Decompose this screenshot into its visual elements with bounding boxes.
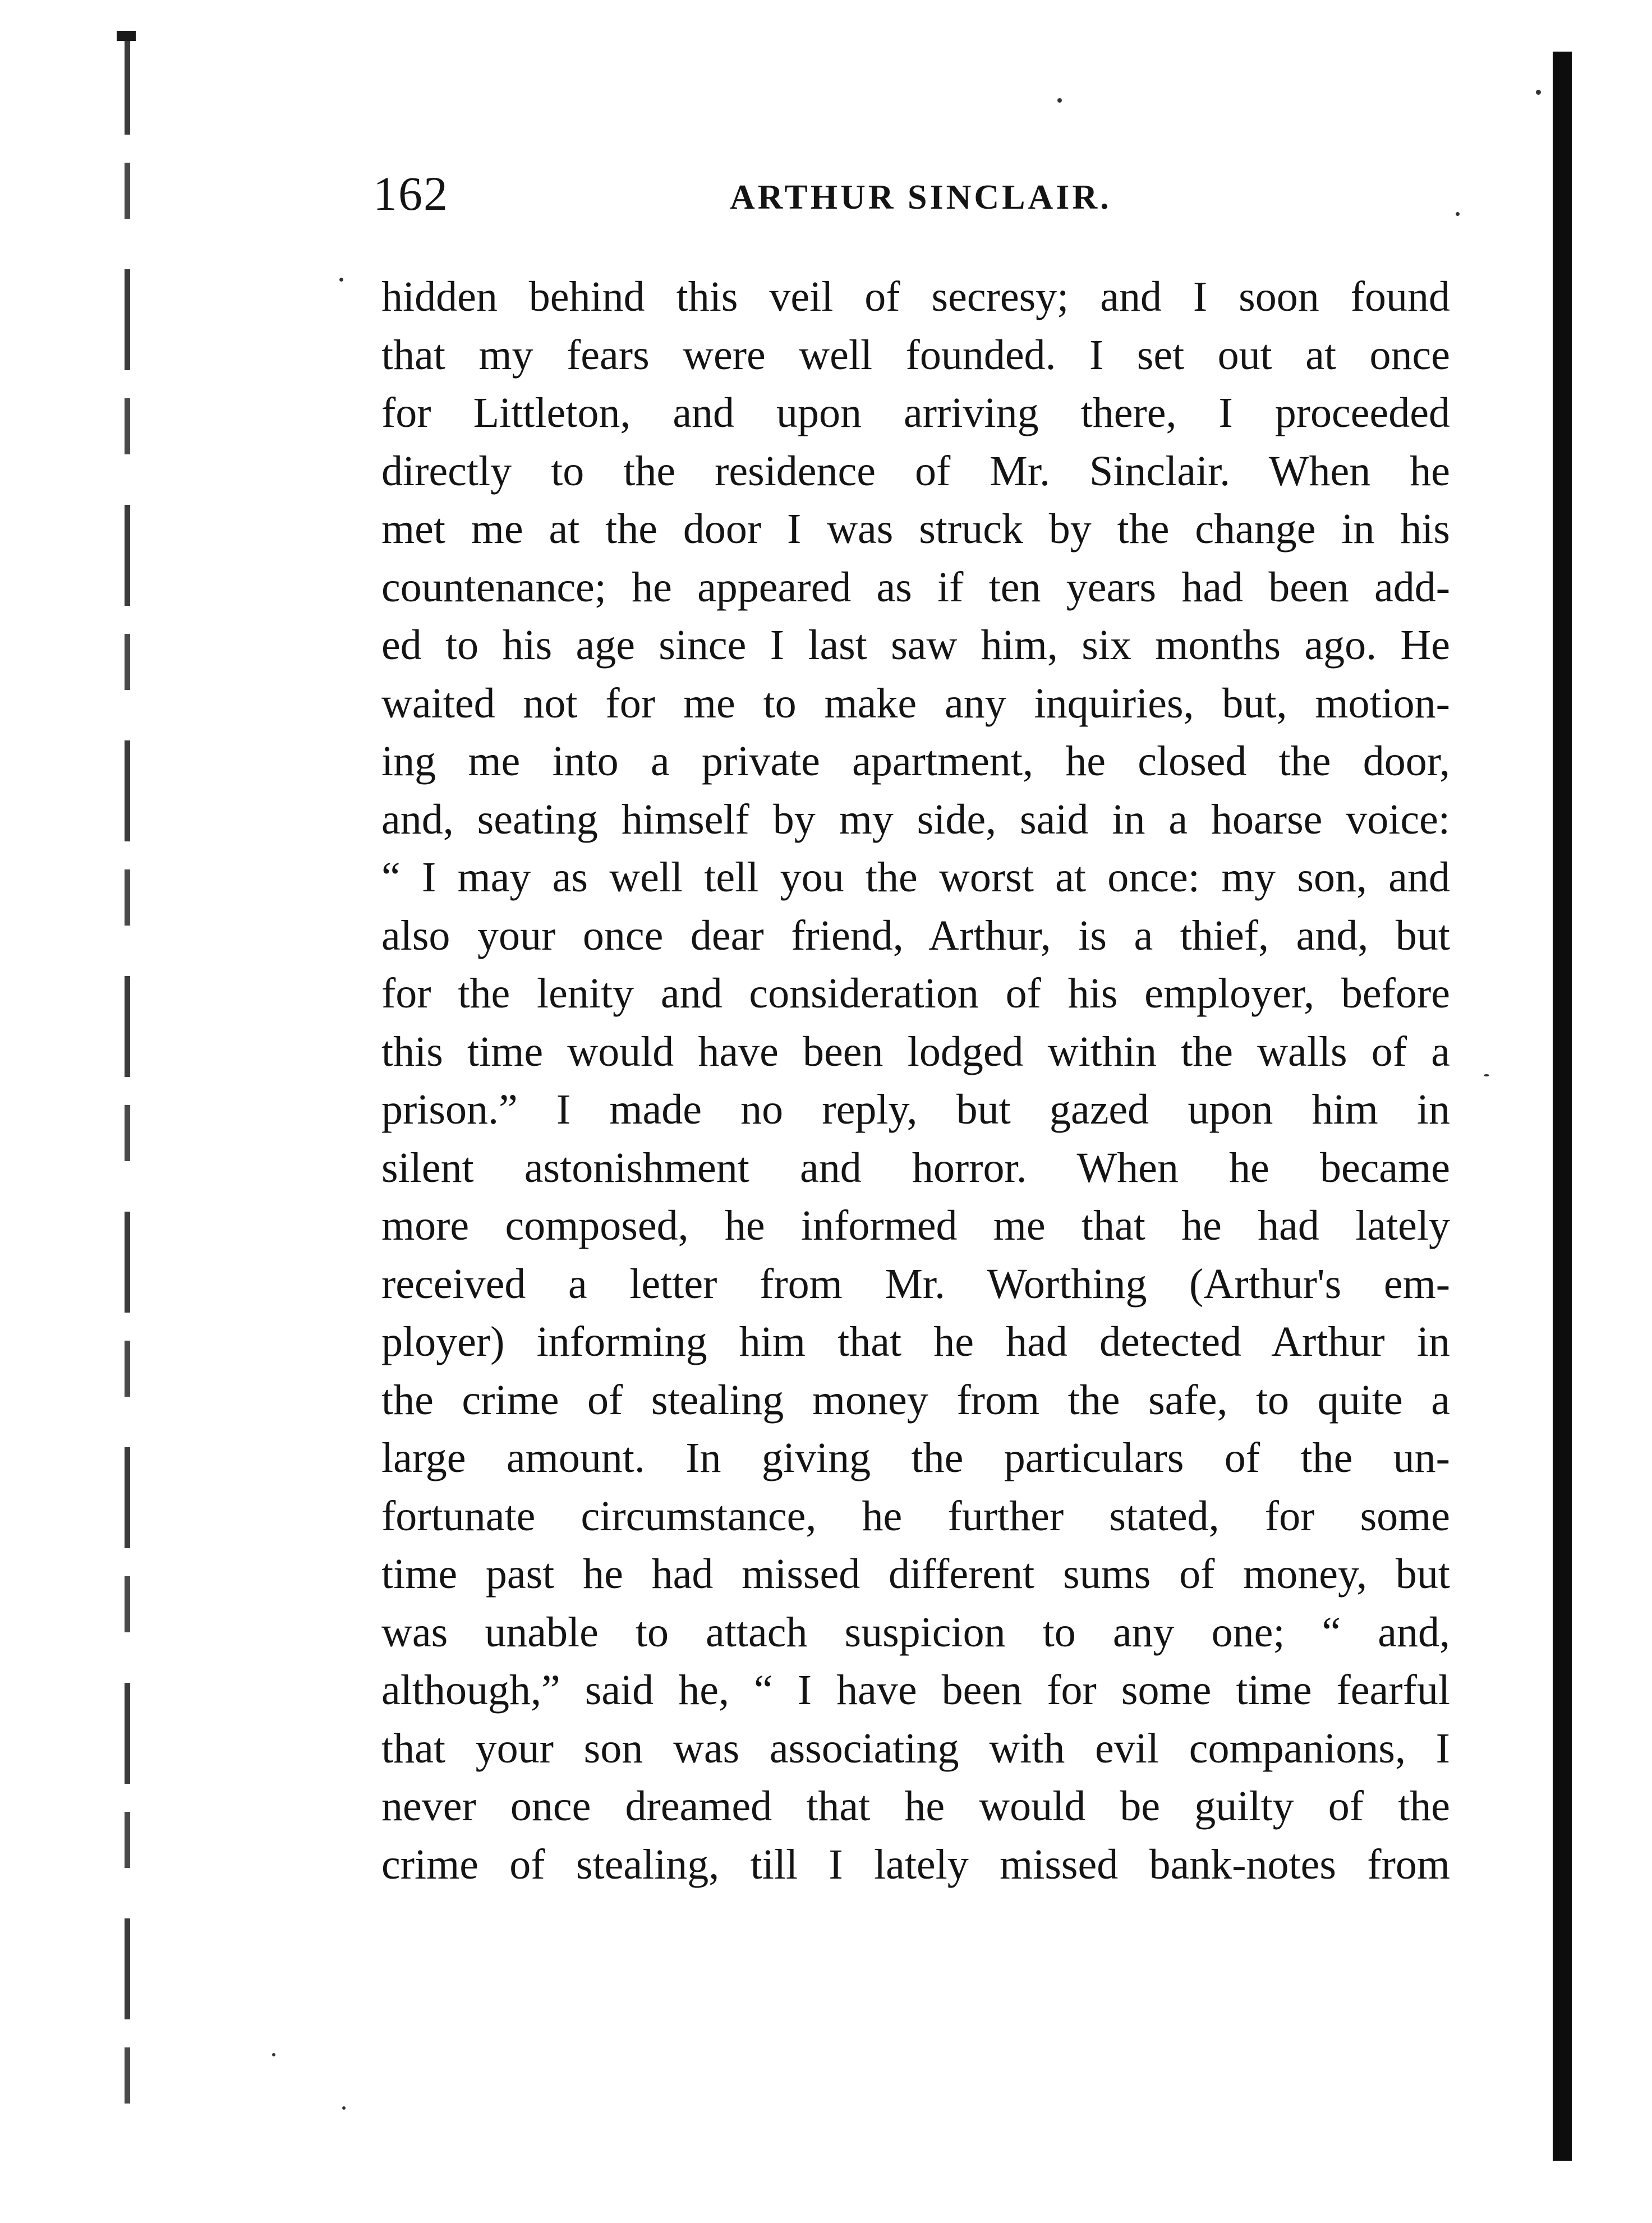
text-line: although,” said he, “ I have been for some time fearful <box>381 1667 1450 1714</box>
text-line: for Littleton, and upon arriving there, I proceeded <box>381 389 1450 436</box>
text-line: the crime of stealing money from the safe, to quite a <box>381 1376 1450 1424</box>
text-line: waited not for me to make any inquiries, but, motion- <box>381 679 1450 727</box>
text-line: also your once dear friend, Arthur, is a thief, and, but <box>381 912 1450 959</box>
page-header <box>373 163 1450 224</box>
text-line: crime of stealing, till I lately missed bank-notes from <box>381 1840 1450 1888</box>
text-line: for the lenity and consideration of his employer, before <box>381 970 1450 1017</box>
scan-speck <box>339 278 343 282</box>
text-line: ployer) informing him that he had detected Arthur in <box>381 1318 1450 1365</box>
text-line: fortunate circumstance, he further stated, for some <box>381 1492 1450 1540</box>
text-line: was unable to attach suspicion to any one; “ and, <box>381 1608 1450 1656</box>
scan-speck <box>342 2106 346 2110</box>
text-line: ed to his age since I last saw him, six months ago. He <box>381 622 1450 669</box>
scan-speck <box>272 2053 275 2056</box>
right-border-rule <box>1553 52 1572 2161</box>
text-line: hidden behind this veil of secresy; and I soon found <box>381 273 1450 320</box>
body-text <box>381 268 1450 1894</box>
text-line: time past he had missed different sums of money, but <box>381 1550 1450 1598</box>
scan-speck <box>1484 1074 1489 1076</box>
text-line: and, seating himself by my side, said in a hoarse voice: <box>381 795 1450 843</box>
text-line: large amount. In giving the particulars of the un- <box>381 1434 1450 1481</box>
text-line: countenance; he appeared as if ten years had been add- <box>381 563 1450 611</box>
page-number: 162 <box>373 167 449 220</box>
running-head: ARTHUR SINCLAIR. <box>730 178 1112 217</box>
text-line: never once dreamed that he would be guilty of the <box>381 1783 1450 1830</box>
text-line: more composed, he informed me that he had lately <box>381 1202 1450 1249</box>
text-line: that my fears were well founded. I set out at once <box>381 331 1450 379</box>
text-line: silent astonishment and horror. When he became <box>381 1144 1450 1191</box>
scan-speck <box>1057 98 1062 103</box>
text-line: prison.” I made no reply, but gazed upon him in <box>381 1086 1450 1133</box>
scan-speck <box>1536 90 1541 95</box>
binding-edge <box>125 34 130 2109</box>
text-line: that your son was associating with evil companions, I <box>381 1724 1450 1772</box>
text-line: “ I may as well tell you the worst at once: my son, and <box>381 854 1450 901</box>
text-line: this time would have been lodged within the walls of a <box>381 1028 1450 1075</box>
text-line: ing me into a private apartment, he closed the door, <box>381 738 1450 785</box>
text-line: directly to the residence of Mr. Sinclair. When he <box>381 447 1450 495</box>
text-line: met me at the door I was struck by the change in his <box>381 505 1450 553</box>
text-line: received a letter from Mr. Worthing (Arthur's em- <box>381 1260 1450 1308</box>
scan-speck <box>1456 212 1460 216</box>
